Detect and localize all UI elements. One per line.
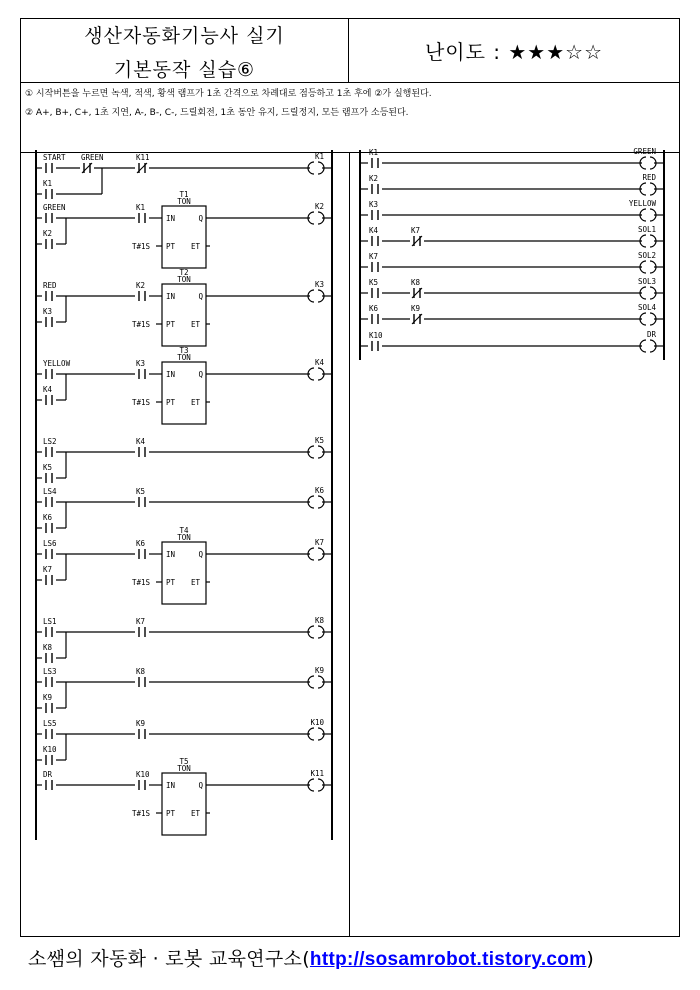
timer-type: TON (177, 764, 191, 773)
timer-in-label: IN (166, 214, 176, 223)
contact-label: K5 (369, 278, 379, 287)
timer-type: TON (177, 353, 191, 362)
title-line-2: 기본동작 실습⑥ (113, 59, 256, 81)
contact-label: K9 (43, 693, 53, 702)
contact-label: K3 (43, 307, 53, 316)
contact-label: K2 (136, 281, 146, 290)
timer-q-label: Q (198, 214, 203, 223)
contact-label: K7 (369, 252, 379, 261)
coil-label: RED (642, 173, 656, 182)
contact-label: K5 (136, 487, 146, 496)
timer-pt-label: PT (166, 320, 176, 329)
coil-label: K9 (314, 666, 324, 675)
coil-label: K5 (314, 436, 324, 445)
timer-et-label: ET (190, 809, 200, 818)
coil-label: SOL1 (637, 225, 656, 234)
contact-label: LS1 (43, 617, 57, 626)
contact-label: K6 (43, 513, 53, 522)
contact-label: K7 (136, 617, 146, 626)
description-line-1: ① 시작버튼을 누르면 녹색, 적색, 황색 램프가 1초 간격으로 차례대로 점등하고 1초 후에 ②가 실행된다. (25, 89, 432, 99)
coil-label: K3 (314, 280, 324, 289)
coil-label: K1 (314, 152, 324, 161)
coil-label: K7 (314, 538, 324, 547)
contact-label: K8 (411, 278, 421, 287)
timer-preset: T#1S (131, 320, 150, 329)
timer-pt-label: PT (166, 398, 176, 407)
contact-label: K2 (43, 229, 53, 238)
contact-label: K7 (43, 565, 53, 574)
timer-name: T3 (179, 346, 189, 355)
difficulty-rating: 난이도 : ★★★☆☆ (349, 19, 679, 83)
timer-in-label: IN (166, 370, 176, 379)
timer-et-label: ET (190, 398, 200, 407)
contact-label: K6 (136, 539, 146, 548)
timer-pt-label: PT (166, 578, 176, 587)
coil-label: SOL3 (637, 277, 656, 286)
timer-in-label: IN (166, 292, 176, 301)
timer-q-label: Q (198, 292, 203, 301)
contact-label: K8 (43, 643, 53, 652)
footer-org: 소쌤의 자동화 · 로봇 교육연구소( (28, 948, 310, 970)
contact-label: K9 (136, 719, 146, 728)
timer-preset: T#1S (131, 809, 150, 818)
contact-label: K4 (136, 437, 146, 446)
timer-preset: T#1S (131, 578, 150, 587)
timer-et-label: ET (190, 320, 200, 329)
footer-url-link[interactable]: http://sosamrobot.tistory.com (309, 949, 587, 970)
timer-preset: T#1S (131, 242, 150, 251)
timer-name: T4 (179, 526, 189, 535)
contact-label: K2 (369, 174, 379, 183)
contact-label: K11 (136, 153, 150, 162)
contact-label: K8 (136, 667, 146, 676)
title-line-1: 생산자동화기능사 실기 (84, 25, 285, 47)
contact-label: K5 (43, 463, 53, 472)
contact-label: K10 (369, 331, 383, 340)
contact-label: K9 (411, 304, 421, 313)
contact-label: DR (43, 770, 53, 779)
timer-name: T5 (179, 757, 189, 766)
coil-label: YELLOW (628, 199, 656, 208)
contact-label: START (43, 153, 66, 162)
contact-label: K1 (136, 203, 146, 212)
footer-close: ) (586, 948, 595, 970)
contact-label: RED (43, 281, 57, 290)
coil-label: SOL2 (637, 251, 656, 260)
timer-pt-label: PT (166, 242, 176, 251)
contact-label: K4 (43, 385, 53, 394)
contact-label: K7 (411, 226, 421, 235)
coil-label: K11 (310, 769, 324, 778)
contact-label: GREEN (43, 203, 66, 212)
contact-label: K6 (369, 304, 379, 313)
contact-label: K1 (369, 148, 379, 157)
timer-name: T1 (179, 190, 189, 199)
timer-type: TON (177, 275, 191, 284)
coil-label: SOL4 (637, 303, 656, 312)
timer-preset: T#1S (131, 398, 150, 407)
timer-type: TON (177, 197, 191, 206)
timer-q-label: Q (198, 370, 203, 379)
coil-label: K10 (310, 718, 324, 727)
coil-label: K8 (314, 616, 324, 625)
contact-label: LS3 (43, 667, 57, 676)
description-line-2: ② A+, B+, C+, 1초 지연, A-, B-, C-, 드릴회전, 1초 동안 유지, 드릴정지, 모든 램프가 소등된다. (25, 108, 409, 118)
timer-q-label: Q (198, 781, 203, 790)
footer (28, 944, 594, 971)
contact-label: LS2 (43, 437, 57, 446)
coil-label: K6 (314, 486, 324, 495)
coil-label: K2 (314, 202, 324, 211)
contact-label: K3 (136, 359, 146, 368)
coil-label: GREEN (633, 147, 656, 156)
timer-et-label: ET (190, 242, 200, 251)
coil-label: K4 (314, 358, 324, 367)
contact-label: LS4 (43, 487, 57, 496)
timer-name: T2 (179, 268, 189, 277)
contact-label: YELLOW (43, 359, 71, 368)
timer-et-label: ET (190, 578, 200, 587)
contact-label: K4 (369, 226, 379, 235)
timer-q-label: Q (198, 550, 203, 559)
contact-label: K3 (369, 200, 379, 209)
timer-type: TON (177, 533, 191, 542)
contact-label: K10 (136, 770, 150, 779)
contact-label: LS6 (43, 539, 57, 548)
coil-label: DR (646, 330, 656, 339)
contact-label: LS5 (43, 719, 57, 728)
contact-label: K10 (43, 745, 57, 754)
contact-label: GREEN (81, 153, 104, 162)
timer-in-label: IN (166, 781, 176, 790)
timer-in-label: IN (166, 550, 176, 559)
timer-pt-label: PT (166, 809, 176, 818)
contact-label: K1 (43, 179, 53, 188)
